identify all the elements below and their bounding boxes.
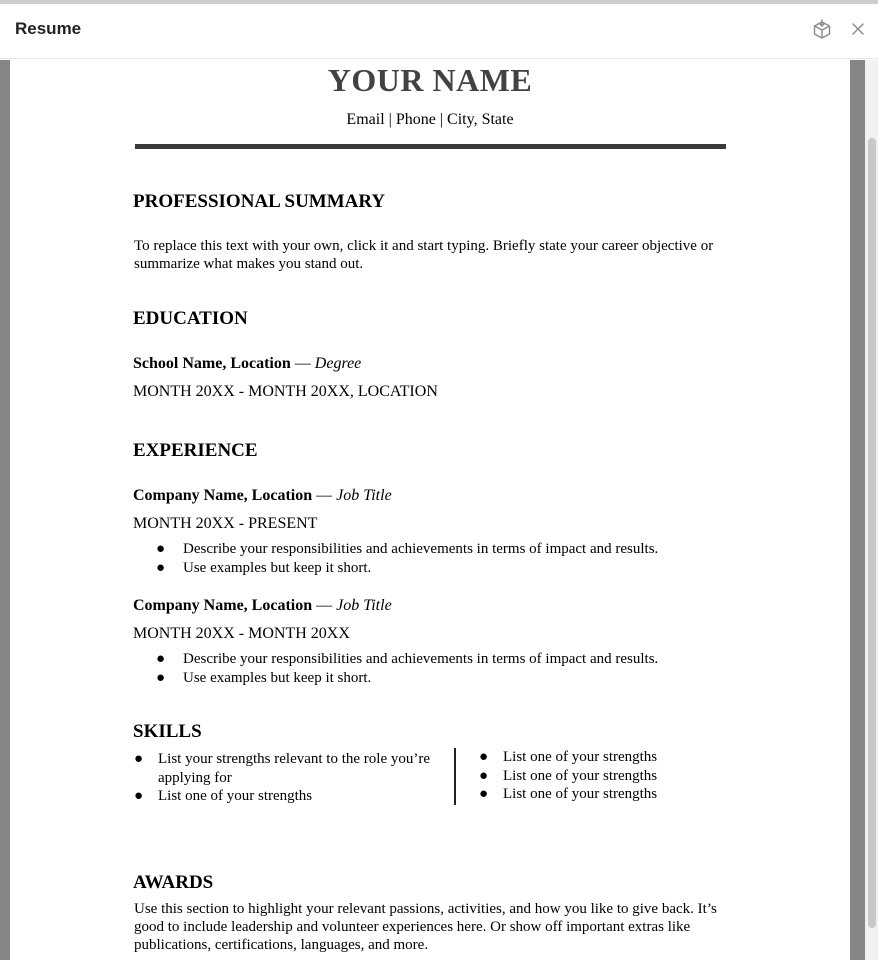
school-name: School Name, Location [133, 355, 291, 372]
skills-left-column [134, 750, 444, 806]
bullet-icon: ● [156, 541, 166, 557]
list-item: ● List your strengths relevant to the role you’re applying for [134, 751, 431, 786]
summary-heading: PROFESSIONAL SUMMARY [133, 191, 386, 212]
list-item: ● Use examples but keep it short. [156, 560, 372, 576]
bullet-icon: ● [156, 560, 166, 576]
experience-heading: EXPERIENCE [133, 440, 258, 461]
education-entry [133, 355, 361, 373]
job-bullets [156, 540, 658, 578]
education-heading: EDUCATION [133, 308, 248, 329]
awards-line: good to include leadership and volunteer experiences here. Or show off important extras like [134, 919, 691, 935]
package-icon[interactable] [811, 19, 833, 41]
summary-text [134, 237, 713, 273]
summary-line: To replace this text with your own, click it and start typing. Briefly state your career objective or [134, 238, 714, 254]
awards-line: Use this section to highlight your relevant passions, activities, and how you like to give back. It’s [134, 901, 717, 917]
bullet-icon: ● [156, 670, 166, 686]
list-item: ● List one of your strengths [134, 788, 313, 804]
document-viewer[interactable] [0, 60, 878, 960]
bullet-icon: ● [479, 749, 489, 765]
bullet-icon: ● [479, 767, 489, 784]
list-item: ● List one of your strengths [479, 767, 658, 784]
window-title: Resume [15, 19, 82, 38]
entry-separator: — [290, 355, 315, 372]
entry-separator: — [312, 597, 337, 614]
resume-contact: Email | Phone | City, State [346, 111, 514, 128]
list-item: ● List one of your strengths [479, 786, 658, 802]
job-title: Job Title [336, 487, 392, 504]
resume-name: YOUR NAME [327, 62, 533, 98]
list-item: ● Describe your responsibilities and achievements in terms of impact and results. [156, 651, 659, 667]
job-entry [133, 597, 392, 615]
bullet-icon: ● [134, 751, 144, 767]
job-entry [133, 487, 392, 505]
resume-page [10, 60, 850, 960]
job-dates: MONTH 20XX - MONTH 20XX [133, 625, 350, 642]
company-name: Company Name, Location [133, 487, 313, 504]
scrollbar-thumb[interactable] [868, 138, 876, 928]
awards-heading: AWARDS [133, 872, 214, 893]
vertical-scrollbar[interactable] [865, 60, 878, 960]
job-title: Job Title [336, 597, 392, 614]
skills-divider [454, 748, 456, 805]
list-item: ● Describe your responsibilities and achievements in terms of impact and results. [156, 541, 659, 557]
entry-separator: — [312, 487, 337, 504]
bullet-icon: ● [156, 651, 166, 667]
awards-text [134, 900, 717, 954]
job-dates: MONTH 20XX - PRESENT [133, 515, 318, 532]
close-icon[interactable] [850, 21, 866, 37]
company-name: Company Name, Location [133, 597, 313, 614]
job-bullets [156, 650, 658, 688]
skills-right-column [479, 748, 729, 804]
bullet-icon: ● [134, 788, 144, 804]
skills-heading: SKILLS [133, 721, 202, 742]
preview-header [0, 4, 878, 59]
list-item: ● Use examples but keep it short. [156, 670, 372, 686]
degree: Degree [314, 355, 362, 372]
bullet-icon: ● [479, 786, 489, 802]
summary-line: summarize what makes you stand out. [134, 256, 364, 272]
education-dates: MONTH 20XX - MONTH 20XX, LOCATION [133, 383, 438, 400]
header-rule [135, 144, 726, 149]
awards-line: publications, certifications, languages, and more. [134, 937, 429, 953]
list-item: ● List one of your strengths [479, 749, 658, 765]
